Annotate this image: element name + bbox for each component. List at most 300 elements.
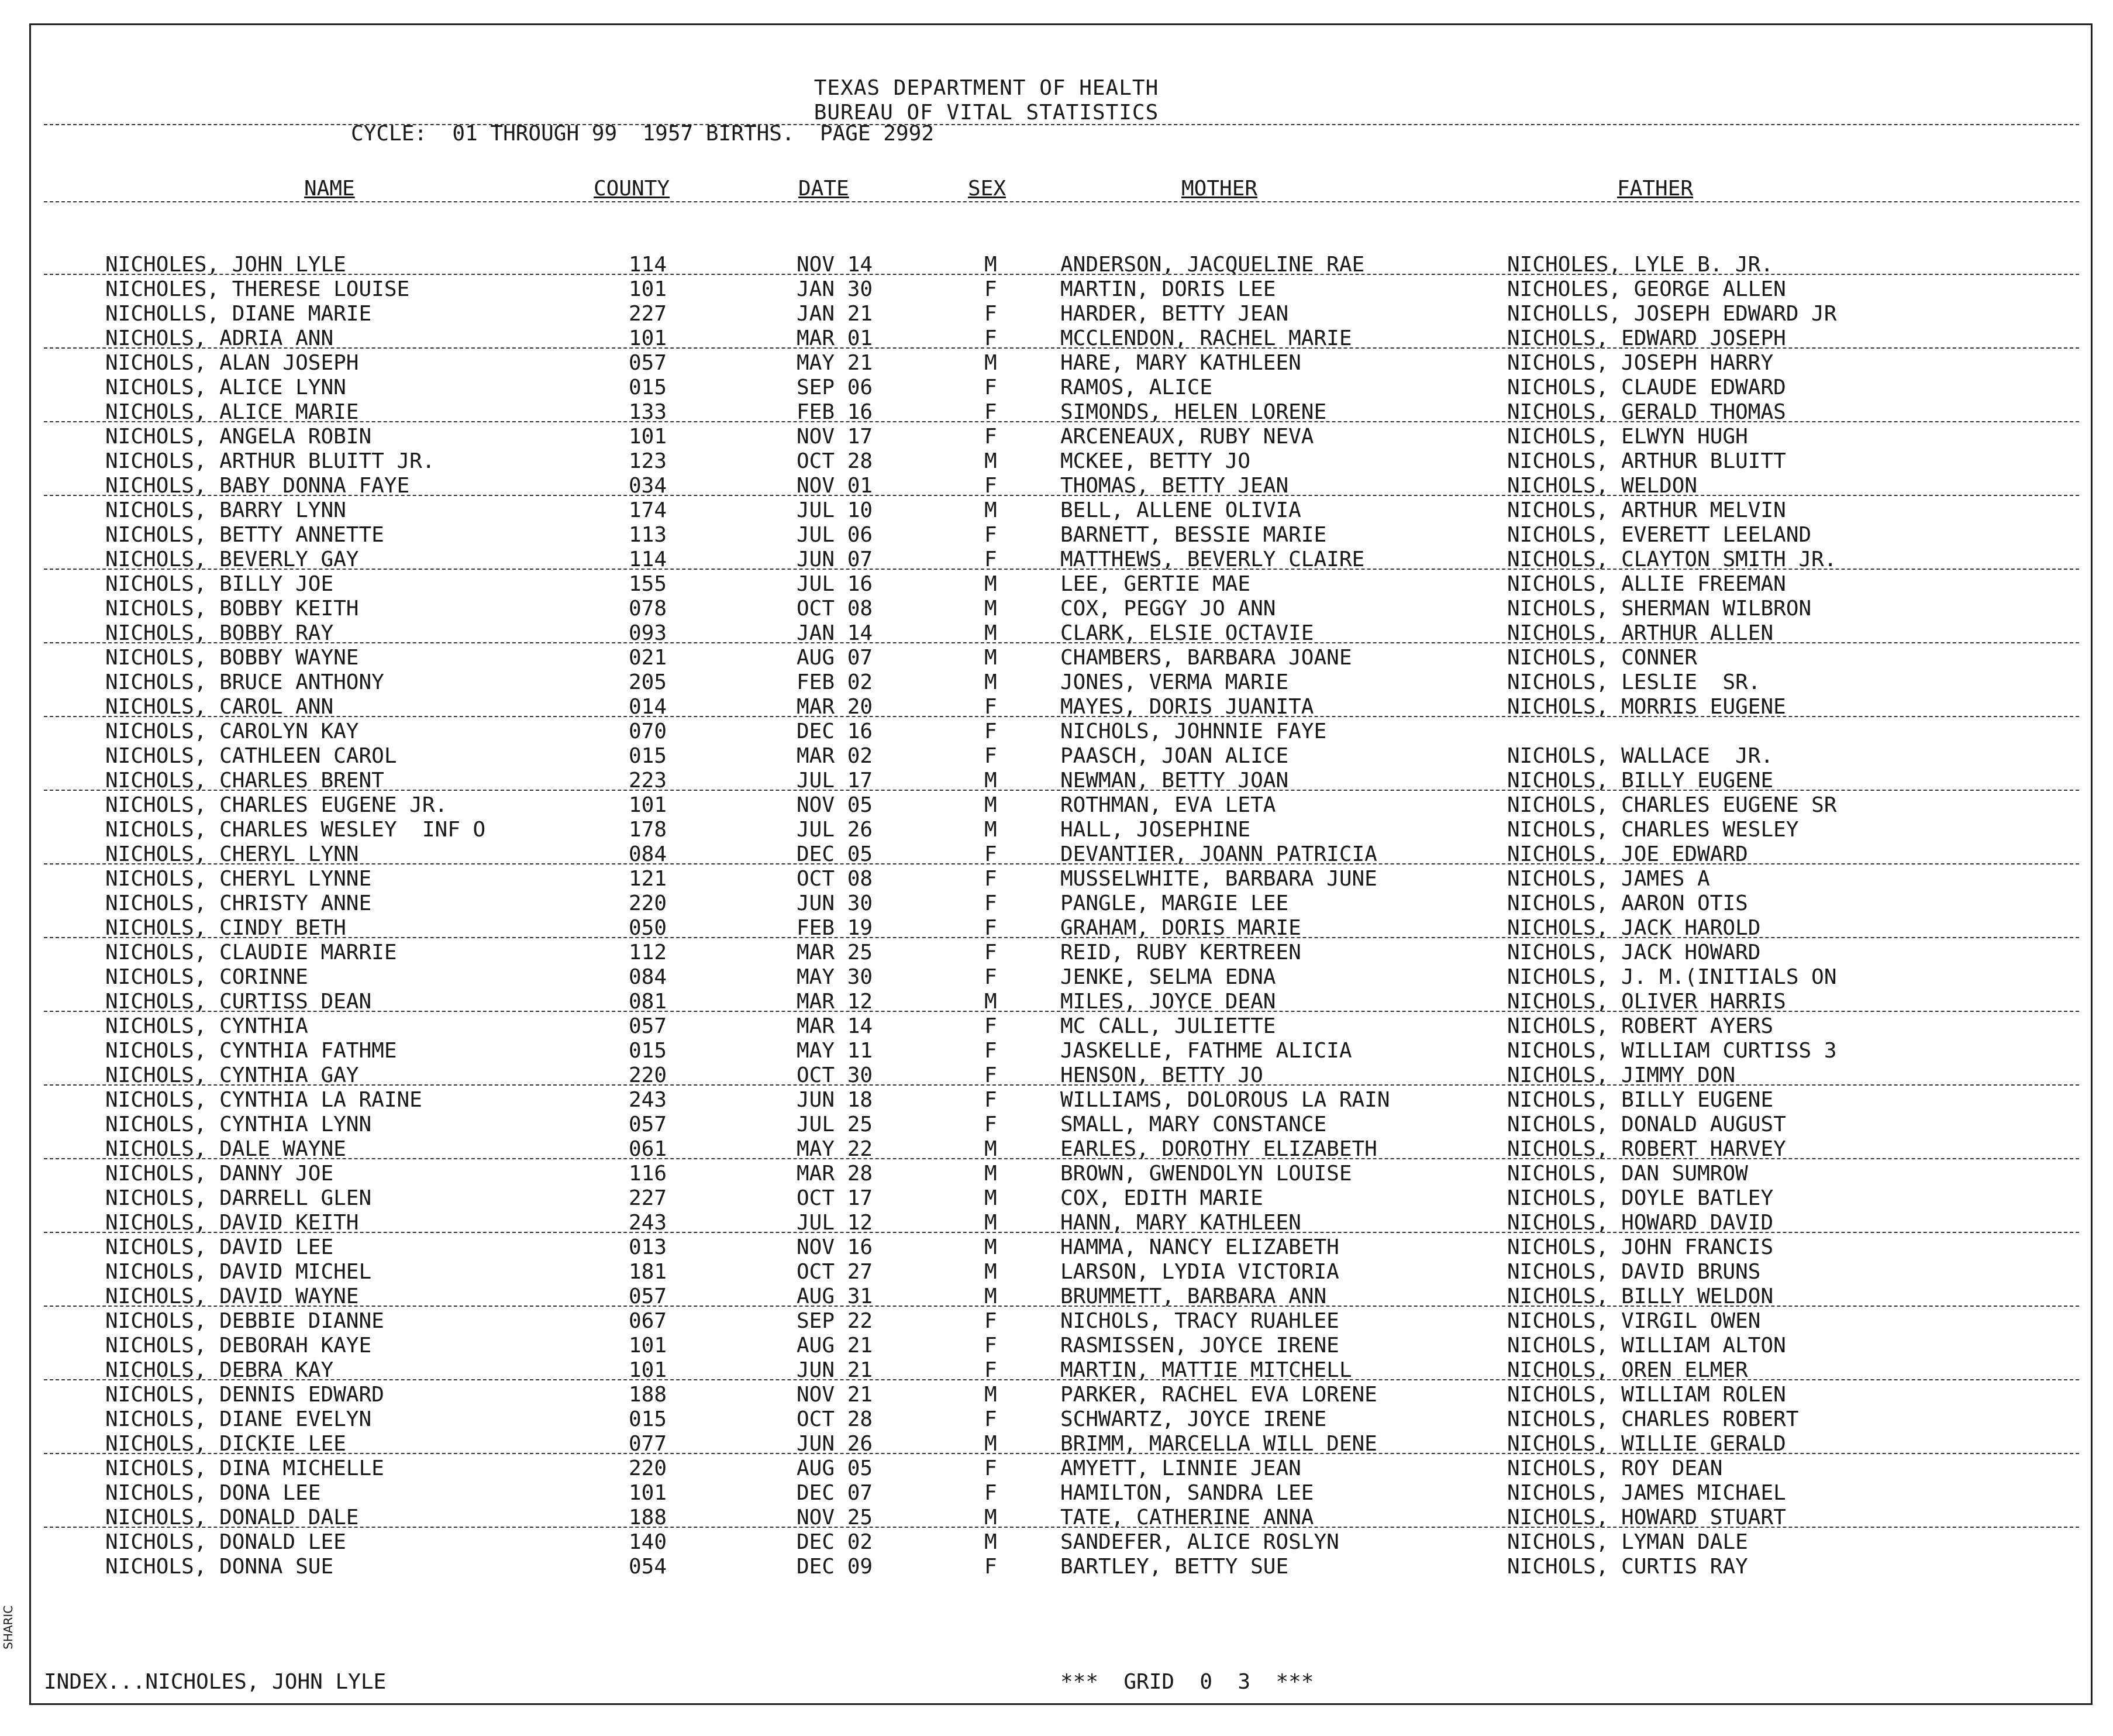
record-date: FEB 16 — [797, 400, 873, 424]
col-header-county: COUNTY — [594, 177, 670, 201]
record-date: OCT 30 — [797, 1063, 873, 1087]
record-row — [0, 1309, 2113, 1334]
record-sex: M — [984, 646, 997, 670]
record-row — [0, 1407, 2113, 1432]
record-county: 013 — [629, 1235, 667, 1259]
record-name: NICHOLS, DONNA SUE — [105, 1555, 334, 1579]
record-sex: M — [984, 1383, 997, 1407]
record-county: 155 — [629, 572, 667, 596]
record-father: NICHOLS, ALLIE FREEMAN — [1507, 572, 1786, 596]
record-row — [0, 744, 2113, 769]
record-sex: M — [984, 1186, 997, 1210]
record-county: 116 — [629, 1162, 667, 1186]
record-mother: PANGLE, MARGIE LEE — [1060, 891, 1289, 915]
record-name: NICHOLS, DEBBIE DIANNE — [105, 1309, 384, 1333]
record-sex: F — [984, 891, 997, 915]
record-county: 067 — [629, 1309, 667, 1333]
record-name: NICHOLS, BETTY ANNETTE — [105, 523, 384, 547]
row-separator — [44, 1453, 2079, 1454]
record-row — [0, 277, 2113, 302]
record-father: NICHOLS, JIMMY DON — [1507, 1063, 1736, 1087]
record-date: JAN 21 — [797, 302, 873, 326]
record-mother: ROTHMAN, EVA LETA — [1060, 793, 1276, 817]
record-mother: JONES, VERMA MARIE — [1060, 670, 1289, 694]
record-mother: SCHWARTZ, JOYCE IRENE — [1060, 1407, 1327, 1431]
record-father: NICHOLS, WILLIAM ALTON — [1507, 1334, 1786, 1358]
record-date: JUL 06 — [797, 523, 873, 547]
col-header-name: NAME — [304, 177, 355, 201]
record-sex: F — [984, 326, 997, 350]
record-date: FEB 02 — [797, 670, 873, 694]
record-father: NICHOLS, ROBERT AYERS — [1507, 1014, 1774, 1038]
record-mother: SIMONDS, HELEN LORENE — [1060, 400, 1327, 424]
record-sex: M — [984, 621, 997, 645]
record-row — [0, 719, 2113, 744]
record-county: 057 — [629, 1112, 667, 1136]
record-name: NICHOLS, DEBRA KAY — [105, 1358, 334, 1382]
record-father: NICHOLS, JAMES A — [1507, 867, 1710, 891]
record-date: JUL 16 — [797, 572, 873, 596]
record-name: NICHOLS, DONA LEE — [105, 1481, 321, 1505]
record-county: 101 — [629, 793, 667, 817]
record-date: SEP 06 — [797, 376, 873, 399]
divider-top — [44, 124, 2079, 125]
record-date: JUN 30 — [797, 891, 873, 915]
record-mother: LEE, GERTIE MAE — [1060, 572, 1251, 596]
record-row — [0, 376, 2113, 400]
record-date: JUN 26 — [797, 1432, 873, 1456]
record-father: NICHOLS, LYMAN DALE — [1507, 1530, 1748, 1554]
record-mother: JENKE, SELMA EDNA — [1060, 965, 1276, 989]
record-mother: HARE, MARY KATHLEEN — [1060, 351, 1301, 375]
record-date: MAY 21 — [797, 351, 873, 375]
record-father: NICHOLS, CHARLES EUGENE SR — [1507, 793, 1837, 817]
record-father: NICHOLS, BILLY EUGENE — [1507, 769, 1774, 793]
record-father: NICHOLS, WALLACE JR. — [1507, 744, 1774, 768]
record-father: NICHOLS, JACK HOWARD — [1507, 941, 1761, 965]
record-sex: F — [984, 400, 997, 424]
record-father: NICHOLS, GERALD THOMAS — [1507, 400, 1786, 424]
row-separator — [44, 1011, 2079, 1012]
record-sex: F — [984, 1555, 997, 1579]
record-row — [0, 867, 2113, 891]
side-stamp: SHARIC — [1, 1605, 15, 1649]
record-name: NICHOLS, CYNTHIA FATHME — [105, 1039, 397, 1063]
record-date: AUG 07 — [797, 646, 873, 670]
record-mother: ARCENEAUX, RUBY NEVA — [1060, 425, 1314, 449]
record-mother: AMYETT, LINNIE JEAN — [1060, 1456, 1301, 1480]
record-father: NICHOLS, ROBERT HARVEY — [1507, 1137, 1786, 1161]
record-county: 243 — [629, 1211, 667, 1235]
row-separator — [44, 1306, 2079, 1307]
record-name: NICHOLS, CHRISTY ANNE — [105, 891, 372, 915]
record-name: NICHOLS, DANNY JOE — [105, 1162, 334, 1186]
record-county: 114 — [629, 253, 667, 277]
divider-header — [44, 201, 2079, 202]
record-sex: F — [984, 744, 997, 768]
record-father: NICHOLS, OREN ELMER — [1507, 1358, 1748, 1382]
record-county: 093 — [629, 621, 667, 645]
record-sex: M — [984, 769, 997, 793]
record-name: NICHOLS, DEBORAH KAYE — [105, 1334, 372, 1358]
record-name: NICHOLS, CHARLES WESLEY INF O — [105, 818, 486, 842]
record-row — [0, 523, 2113, 547]
record-date: OCT 17 — [797, 1186, 873, 1210]
record-name: NICHOLS, CYNTHIA — [105, 1014, 308, 1038]
record-mother: BARTLEY, BETTY SUE — [1060, 1555, 1289, 1579]
row-separator — [44, 716, 2079, 717]
record-name: NICHOLS, BABY DONNA FAYE — [105, 474, 410, 498]
record-father: NICHOLS, BILLY EUGENE — [1507, 1088, 1774, 1112]
record-father: NICHOLS, CLAUDE EDWARD — [1507, 376, 1786, 399]
record-date: OCT 08 — [797, 867, 873, 891]
record-row — [0, 1530, 2113, 1555]
record-name: NICHOLES, JOHN LYLE — [105, 253, 346, 277]
record-name: NICHOLS, CAROL ANN — [105, 695, 334, 719]
record-row — [0, 793, 2113, 818]
record-mother: PAASCH, JOAN ALICE — [1060, 744, 1289, 768]
record-name: NICHOLS, DICKIE LEE — [105, 1432, 346, 1456]
record-county: 084 — [629, 842, 667, 866]
record-sex: F — [984, 1063, 997, 1087]
record-sex: F — [984, 842, 997, 866]
record-mother: NICHOLS, TRACY RUAHLEE — [1060, 1309, 1339, 1333]
record-name: NICHOLS, CYNTHIA GAY — [105, 1063, 359, 1087]
record-sex: M — [984, 818, 997, 842]
record-father: NICHOLS, WILLIE GERALD — [1507, 1432, 1786, 1456]
record-mother: HALL, JOSEPHINE — [1060, 818, 1251, 842]
record-date: JUL 26 — [797, 818, 873, 842]
record-name: NICHOLES, THERESE LOUISE — [105, 277, 410, 301]
record-date: AUG 05 — [797, 1456, 873, 1480]
record-row — [0, 1186, 2113, 1211]
record-father: NICHOLS, CLAYTON SMITH JR. — [1507, 547, 1837, 571]
record-mother: MC CALL, JULIETTE — [1060, 1014, 1276, 1038]
record-sex: F — [984, 302, 997, 326]
record-name: NICHOLS, CLAUDIE MARRIE — [105, 941, 397, 965]
record-sex: M — [984, 1162, 997, 1186]
record-sex: F — [984, 1309, 997, 1333]
record-father: NICHOLS, DAN SUMROW — [1507, 1162, 1748, 1186]
row-separator — [44, 347, 2079, 349]
record-mother: MCCLENDON, RACHEL MARIE — [1060, 326, 1352, 350]
record-father: NICHOLS, LESLIE SR. — [1507, 670, 1761, 694]
record-mother: SMALL, MARY CONSTANCE — [1060, 1112, 1327, 1136]
record-name: NICHOLS, ALAN JOSEPH — [105, 351, 359, 375]
row-separator — [44, 495, 2079, 496]
record-father: NICHOLS, VIRGIL OWEN — [1507, 1309, 1761, 1333]
record-county: 101 — [629, 326, 667, 350]
record-father: NICHOLS, ARTHUR BLUITT — [1507, 449, 1786, 473]
record-county: 050 — [629, 916, 667, 940]
record-date: MAR 28 — [797, 1162, 873, 1186]
record-name: NICHOLS, CURTISS DEAN — [105, 990, 372, 1014]
record-name: NICHOLS, BEVERLY GAY — [105, 547, 359, 571]
record-row — [0, 425, 2113, 449]
record-county: 057 — [629, 351, 667, 375]
record-father: NICHOLS, OLIVER HARRIS — [1507, 990, 1786, 1014]
record-row — [0, 1260, 2113, 1284]
agency-title: TEXAS DEPARTMENT OF HEALTH — [814, 76, 1159, 100]
record-mother: MATTHEWS, BEVERLY CLAIRE — [1060, 547, 1365, 571]
record-sex: M — [984, 572, 997, 596]
record-county: 243 — [629, 1088, 667, 1112]
record-date: JAN 30 — [797, 277, 873, 301]
record-date: NOV 01 — [797, 474, 873, 498]
record-date: AUG 21 — [797, 1334, 873, 1358]
record-county: 084 — [629, 965, 667, 989]
record-name: NICHOLS, DAVID MICHEL — [105, 1260, 372, 1284]
record-father: NICHOLS, AARON OTIS — [1507, 891, 1748, 915]
record-row — [0, 1383, 2113, 1407]
record-county: 123 — [629, 449, 667, 473]
record-mother: MARTIN, DORIS LEE — [1060, 277, 1276, 301]
record-father: NICHOLS, JOE EDWARD — [1507, 842, 1748, 866]
record-father: NICHOLS, DONALD AUGUST — [1507, 1112, 1786, 1136]
record-father: NICHOLES, GEORGE ALLEN — [1507, 277, 1786, 301]
record-mother: WILLIAMS, DOLOROUS LA RAIN — [1060, 1088, 1390, 1112]
record-mother: BELL, ALLENE OLIVIA — [1060, 498, 1301, 522]
record-sex: F — [984, 695, 997, 719]
record-county: 188 — [629, 1506, 667, 1530]
record-county: 112 — [629, 941, 667, 965]
record-date: JUN 07 — [797, 547, 873, 571]
footer-index: INDEX...NICHOLES, JOHN LYLE — [44, 1670, 387, 1694]
record-name: NICHOLS, CINDY BETH — [105, 916, 346, 940]
record-row — [0, 572, 2113, 597]
row-separator — [44, 863, 2079, 864]
record-county: 014 — [629, 695, 667, 719]
record-sex: F — [984, 941, 997, 965]
record-county: 057 — [629, 1014, 667, 1038]
record-mother: MILES, JOYCE DEAN — [1060, 990, 1276, 1014]
record-name: NICHOLS, CORINNE — [105, 965, 308, 989]
record-row — [0, 1112, 2113, 1137]
record-date: DEC 02 — [797, 1530, 873, 1554]
record-date: NOV 17 — [797, 425, 873, 449]
record-mother: GRAHAM, DORIS MARIE — [1060, 916, 1301, 940]
record-name: NICHOLS, ALICE LYNN — [105, 376, 346, 399]
record-county: 133 — [629, 400, 667, 424]
record-county: 188 — [629, 1383, 667, 1407]
record-mother: NICHOLS, JOHNNIE FAYE — [1060, 719, 1327, 743]
row-separator — [44, 421, 2079, 422]
record-sex: M — [984, 1506, 997, 1530]
record-name: NICHOLS, ARTHUR BLUITT JR. — [105, 449, 435, 473]
record-father: NICHOLS, ROY DEAN — [1507, 1456, 1723, 1480]
row-separator — [44, 1084, 2079, 1086]
record-name: NICHOLS, DINA MICHELLE — [105, 1456, 384, 1480]
record-name: NICHOLS, DONALD DALE — [105, 1506, 359, 1530]
record-sex: F — [984, 965, 997, 989]
record-sex: M — [984, 1137, 997, 1161]
record-county: 220 — [629, 1063, 667, 1087]
record-father: NICHOLES, LYLE B. JR. — [1507, 253, 1774, 277]
record-name: NICHOLS, BOBBY KEITH — [105, 597, 359, 621]
record-mother: CLARK, ELSIE OCTAVIE — [1060, 621, 1314, 645]
record-row — [0, 302, 2113, 326]
record-mother: COX, EDITH MARIE — [1060, 1186, 1263, 1210]
record-date: JUN 21 — [797, 1358, 873, 1382]
record-name: NICHOLS, ANGELA ROBIN — [105, 425, 372, 449]
record-sex: F — [984, 1481, 997, 1505]
record-name: NICHOLS, ADRIA ANN — [105, 326, 334, 350]
record-sex: M — [984, 597, 997, 621]
record-date: OCT 08 — [797, 597, 873, 621]
record-sex: M — [984, 351, 997, 375]
record-row — [0, 1481, 2113, 1506]
record-county: 181 — [629, 1260, 667, 1284]
record-name: NICHOLS, CHARLES BRENT — [105, 769, 384, 793]
record-name: NICHOLLS, DIANE MARIE — [105, 302, 372, 326]
record-date: NOV 21 — [797, 1383, 873, 1407]
record-date: OCT 28 — [797, 1407, 873, 1431]
record-county: 015 — [629, 1039, 667, 1063]
record-sex: F — [984, 1039, 997, 1063]
record-mother: HANN, MARY KATHLEEN — [1060, 1211, 1301, 1235]
col-header-mother: MOTHER — [1181, 177, 1258, 201]
record-date: JAN 14 — [797, 621, 873, 645]
record-date: JUL 17 — [797, 769, 873, 793]
record-row — [0, 351, 2113, 376]
record-row — [0, 891, 2113, 916]
row-separator — [44, 1158, 2079, 1159]
footer-grid: *** GRID 0 3 *** — [1060, 1670, 1314, 1694]
record-sex: M — [984, 793, 997, 817]
record-county: 034 — [629, 474, 667, 498]
record-mother: MCKEE, BETTY JO — [1060, 449, 1251, 473]
record-date: JUL 10 — [797, 498, 873, 522]
record-father: NICHOLS, DOYLE BATLEY — [1507, 1186, 1774, 1210]
record-row — [0, 1088, 2113, 1112]
record-name: NICHOLS, DAVID WAYNE — [105, 1284, 359, 1308]
record-date: NOV 05 — [797, 793, 873, 817]
record-name: NICHOLS, DIANE EVELYN — [105, 1407, 372, 1431]
record-sex: M — [984, 1284, 997, 1308]
record-county: 061 — [629, 1137, 667, 1161]
col-header-sex: SEX — [968, 177, 1006, 201]
record-county: 174 — [629, 498, 667, 522]
record-name: NICHOLS, CHARLES EUGENE JR. — [105, 793, 448, 817]
record-sex: F — [984, 1112, 997, 1136]
record-sex: F — [984, 474, 997, 498]
record-date: JUL 25 — [797, 1112, 873, 1136]
record-father: NICHOLS, HOWARD STUART — [1507, 1506, 1786, 1530]
record-date: MAR 25 — [797, 941, 873, 965]
record-date: DEC 07 — [797, 1481, 873, 1505]
record-name: NICHOLS, BOBBY RAY — [105, 621, 334, 645]
record-mother: ANDERSON, JACQUELINE RAE — [1060, 253, 1365, 277]
record-sex: M — [984, 449, 997, 473]
record-mother: BARNETT, BESSIE MARIE — [1060, 523, 1327, 547]
record-father: NICHOLS, SHERMAN WILBRON — [1507, 597, 1812, 621]
record-father: NICHOLS, BILLY WELDON — [1507, 1284, 1774, 1308]
record-mother: NEWMAN, BETTY JOAN — [1060, 769, 1289, 793]
record-sex: F — [984, 719, 997, 743]
record-county: 101 — [629, 1358, 667, 1382]
record-sex: M — [984, 253, 997, 277]
record-sex: M — [984, 1211, 997, 1235]
record-father: NICHOLS, JAMES MICHAEL — [1507, 1481, 1786, 1505]
record-mother: HENSON, BETTY JO — [1060, 1063, 1263, 1087]
record-mother: RAMOS, ALICE — [1060, 376, 1213, 399]
record-sex: M — [984, 498, 997, 522]
record-mother: HAMMA, NANCY ELIZABETH — [1060, 1235, 1339, 1259]
record-row — [0, 646, 2113, 670]
record-mother: TATE, CATHERINE ANNA — [1060, 1506, 1314, 1530]
record-name: NICHOLS, DONALD LEE — [105, 1530, 346, 1554]
record-county: 101 — [629, 425, 667, 449]
record-county: 015 — [629, 376, 667, 399]
record-county: 114 — [629, 547, 667, 571]
record-name: NICHOLS, CYNTHIA LYNN — [105, 1112, 372, 1136]
row-separator — [44, 642, 2079, 643]
record-date: DEC 05 — [797, 842, 873, 866]
record-row — [0, 449, 2113, 474]
row-separator — [44, 1232, 2079, 1233]
record-row — [0, 498, 2113, 523]
record-row — [0, 1235, 2113, 1260]
record-date: FEB 19 — [797, 916, 873, 940]
record-date: MAY 22 — [797, 1137, 873, 1161]
row-separator — [44, 1379, 2079, 1380]
record-name: NICHOLS, CHERYL LYNN — [105, 842, 359, 866]
record-father: NICHOLS, EDWARD JOSEPH — [1507, 326, 1786, 350]
record-county: 121 — [629, 867, 667, 891]
record-father: NICHOLS, JACK HAROLD — [1507, 916, 1761, 940]
record-row — [0, 1014, 2113, 1039]
record-date: MAR 02 — [797, 744, 873, 768]
record-father: NICHOLS, DAVID BRUNS — [1507, 1260, 1761, 1284]
record-county: 113 — [629, 523, 667, 547]
record-row — [0, 1555, 2113, 1579]
record-county: 057 — [629, 1284, 667, 1308]
record-mother: BRIMM, MARCELLA WILL DENE — [1060, 1432, 1377, 1456]
record-sex: F — [984, 1088, 997, 1112]
record-father: NICHOLS, MORRIS EUGENE — [1507, 695, 1786, 719]
record-sex: F — [984, 547, 997, 571]
col-header-father: FATHER — [1617, 177, 1694, 201]
record-mother: REID, RUBY KERTREEN — [1060, 941, 1301, 965]
record-sex: F — [984, 376, 997, 399]
record-father: NICHOLS, ARTHUR ALLEN — [1507, 621, 1774, 645]
record-sex: M — [984, 1530, 997, 1554]
record-sex: F — [984, 1014, 997, 1038]
record-father: NICHOLS, EVERETT LEELAND — [1507, 523, 1812, 547]
record-name: NICHOLS, CHERYL LYNNE — [105, 867, 372, 891]
record-sex: M — [984, 1235, 997, 1259]
record-date: MAR 20 — [797, 695, 873, 719]
row-separator — [44, 790, 2079, 791]
record-name: NICHOLS, BARRY LYNN — [105, 498, 346, 522]
record-date: NOV 16 — [797, 1235, 873, 1259]
record-county: 220 — [629, 1456, 667, 1480]
record-father: NICHOLS, CONNER — [1507, 646, 1698, 670]
record-mother: PARKER, RACHEL EVA LORENE — [1060, 1383, 1377, 1407]
record-county: 015 — [629, 1407, 667, 1431]
record-father: NICHOLS, ELWYN HUGH — [1507, 425, 1748, 449]
record-county: 223 — [629, 769, 667, 793]
record-row — [0, 1334, 2113, 1358]
record-row — [0, 818, 2113, 842]
record-name: NICHOLS, ALICE MARIE — [105, 400, 359, 424]
record-county: 101 — [629, 277, 667, 301]
row-separator — [44, 569, 2079, 570]
record-county: 078 — [629, 597, 667, 621]
record-date: MAY 30 — [797, 965, 873, 989]
record-mother: MAYES, DORIS JUANITA — [1060, 695, 1314, 719]
record-name: NICHOLS, DARRELL GLEN — [105, 1186, 372, 1210]
